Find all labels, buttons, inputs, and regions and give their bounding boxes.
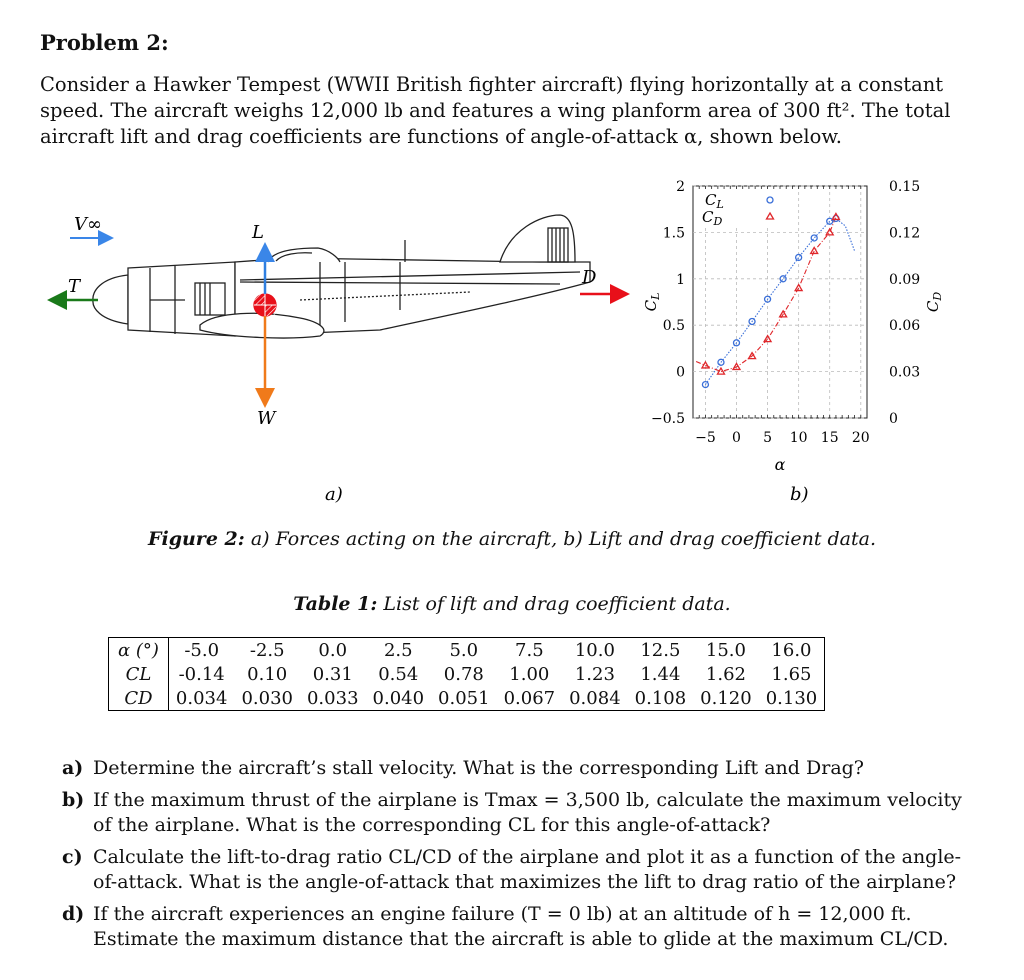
table-cell: 2.5 <box>383 639 413 661</box>
table-cell: 0.067 <box>503 687 556 709</box>
x-tick-label: 5 <box>763 430 773 446</box>
thrust-label: T <box>68 276 81 297</box>
y-tick-label: −0.5 <box>651 411 685 427</box>
y2-tick-label: 0.15 <box>889 179 921 195</box>
problem-heading: Problem 2: <box>40 30 169 55</box>
y-tick-label: 0.5 <box>662 318 685 335</box>
question-text: Calculate the lift-to-drag ratio CL/CD of the airplane and plot it as a function of the angle-of-attack. What is the angle-of-attack that maximizes the lift to drag ratio of the airplane? <box>93 846 962 893</box>
cl-fit-line <box>705 219 854 385</box>
table-cell: 5.0 <box>449 639 479 661</box>
table-row-header: α (°) <box>109 638 169 663</box>
cl-data-point <box>811 235 817 241</box>
question-item <box>62 788 962 838</box>
y2-axis-label: $C_D$ <box>924 291 944 313</box>
table-cell: 0.040 <box>372 687 425 709</box>
figure-caption-label: Figure 2: <box>148 528 245 550</box>
weight-label: W <box>257 408 276 429</box>
chart-legend <box>697 189 781 228</box>
question-text: If the maximum thrust of the airplane is Tmax = 3,500 lb, calculate the maximum velocity of the airplane. What is the corresponding CL for this angle-of-attack? <box>93 789 962 836</box>
table-caption-text: List of lift and drag coefficient data. <box>383 593 731 615</box>
table-cell: 0.108 <box>634 687 687 709</box>
y-tick-label: 0 <box>676 364 685 381</box>
question-item <box>62 756 962 781</box>
table-row <box>109 662 825 686</box>
table-cell: 1.00 <box>509 663 550 685</box>
table-caption-label: Table 1: <box>293 593 378 615</box>
cd-fit-line <box>696 217 836 372</box>
y2-tick-label: 0.12 <box>889 225 921 242</box>
coefficient-chart <box>642 179 944 474</box>
table-cell: 15.0 <box>705 639 746 661</box>
cd-data-point <box>717 368 724 374</box>
legend-cl-label: $C_L$ <box>705 191 724 211</box>
table-cell: 0.0 <box>318 639 348 661</box>
table-cell: -0.14 <box>178 663 225 685</box>
table-cell: 0.051 <box>438 687 490 709</box>
x-tick-label: 0 <box>732 430 741 446</box>
table-cell: 1.62 <box>705 663 746 685</box>
table-cell: 16.0 <box>771 639 812 661</box>
x-tick-label: 15 <box>820 430 839 446</box>
aircraft-canopy <box>268 248 340 262</box>
table-row <box>109 638 825 663</box>
figure-caption <box>0 528 1024 550</box>
cd-data-point <box>832 213 839 219</box>
table-cell: 0.030 <box>241 687 293 709</box>
question-text: If the aircraft experiences an engine failure (T = 0 lb) at an altitude of h = 12,000 ft. Estimate the maximum distance that the aircraft is able to glide at the maximum CL/CD. <box>93 903 949 950</box>
drag-label: D <box>582 267 597 288</box>
y2-tick-label: 0.06 <box>889 318 921 335</box>
x-tick-label: −5 <box>695 430 716 446</box>
legend-cd-label: $C_D$ <box>702 208 723 228</box>
table-cell: 10.0 <box>574 639 615 661</box>
table-caption <box>0 593 1024 615</box>
aircraft-drawing <box>93 215 590 338</box>
y-tick-label: 1 <box>676 271 685 288</box>
table-cell: 7.5 <box>515 639 544 661</box>
question-list <box>62 756 962 959</box>
table-cell: 1.44 <box>640 663 681 685</box>
table-cell: 0.034 <box>175 687 228 709</box>
freestream-label: V∞ <box>74 214 102 235</box>
question-item <box>62 845 962 895</box>
table-cell: 1.65 <box>771 663 812 685</box>
subfigure-b-label: b) <box>790 484 809 505</box>
question-label: d) <box>62 903 85 925</box>
problem-intro: Consider a Hawker Tempest (WWII British fighter aircraft) flying horizontally at a constant speed. The aircraft weighs 12,000 lb and features a wing planform area of 300 ft². The total aircraft lift and drag coefficients are functions of angle-of-attack α, shown below. <box>40 73 951 148</box>
y2-tick-label: 0.09 <box>889 271 921 288</box>
y-tick-label: 2 <box>676 179 685 195</box>
table-cell: 0.130 <box>765 687 818 709</box>
question-label: a) <box>62 757 84 779</box>
table-row-header: CD <box>109 686 169 711</box>
table-cell: 0.54 <box>378 663 419 685</box>
table-cell: 0.31 <box>312 663 353 685</box>
table-row-header: CL <box>109 662 169 686</box>
question-text: Determine the aircraft’s stall velocity. What is the corresponding Lift and Drag? <box>93 757 864 779</box>
cd-data-point <box>811 247 818 253</box>
coefficient-table <box>108 637 825 711</box>
table-cell: 0.120 <box>700 687 752 709</box>
table-cell: -5.0 <box>184 639 220 661</box>
y2-tick-label: 0 <box>889 411 898 427</box>
x-axis-label: α <box>774 455 786 474</box>
question-label: c) <box>62 846 83 868</box>
table-cell: 0.78 <box>443 663 484 685</box>
table-cell: 0.033 <box>306 687 359 709</box>
question-item <box>62 902 962 952</box>
table-row <box>109 686 825 711</box>
y-tick-label: 1.5 <box>662 225 685 242</box>
table-cell: 1.23 <box>574 663 615 685</box>
table-cell: 0.084 <box>569 687 621 709</box>
lift-label: L <box>252 222 264 243</box>
aircraft-spinner <box>93 275 128 324</box>
question-label: b) <box>62 789 85 811</box>
figure-caption-text: a) Forces acting on the aircraft, b) Lift and drag coefficient data. <box>250 528 876 550</box>
table-cell: 12.5 <box>640 639 681 661</box>
table-cell: -2.5 <box>249 639 285 661</box>
y-axis-label: $C_L$ <box>642 292 662 312</box>
subfigure-a-label: a) <box>325 484 343 505</box>
y2-tick-label: 0.03 <box>889 364 921 381</box>
figure-2 <box>0 168 1024 520</box>
table-cell: 0.10 <box>247 663 288 685</box>
x-tick-label: 10 <box>789 430 808 446</box>
x-tick-label: 20 <box>851 430 870 446</box>
